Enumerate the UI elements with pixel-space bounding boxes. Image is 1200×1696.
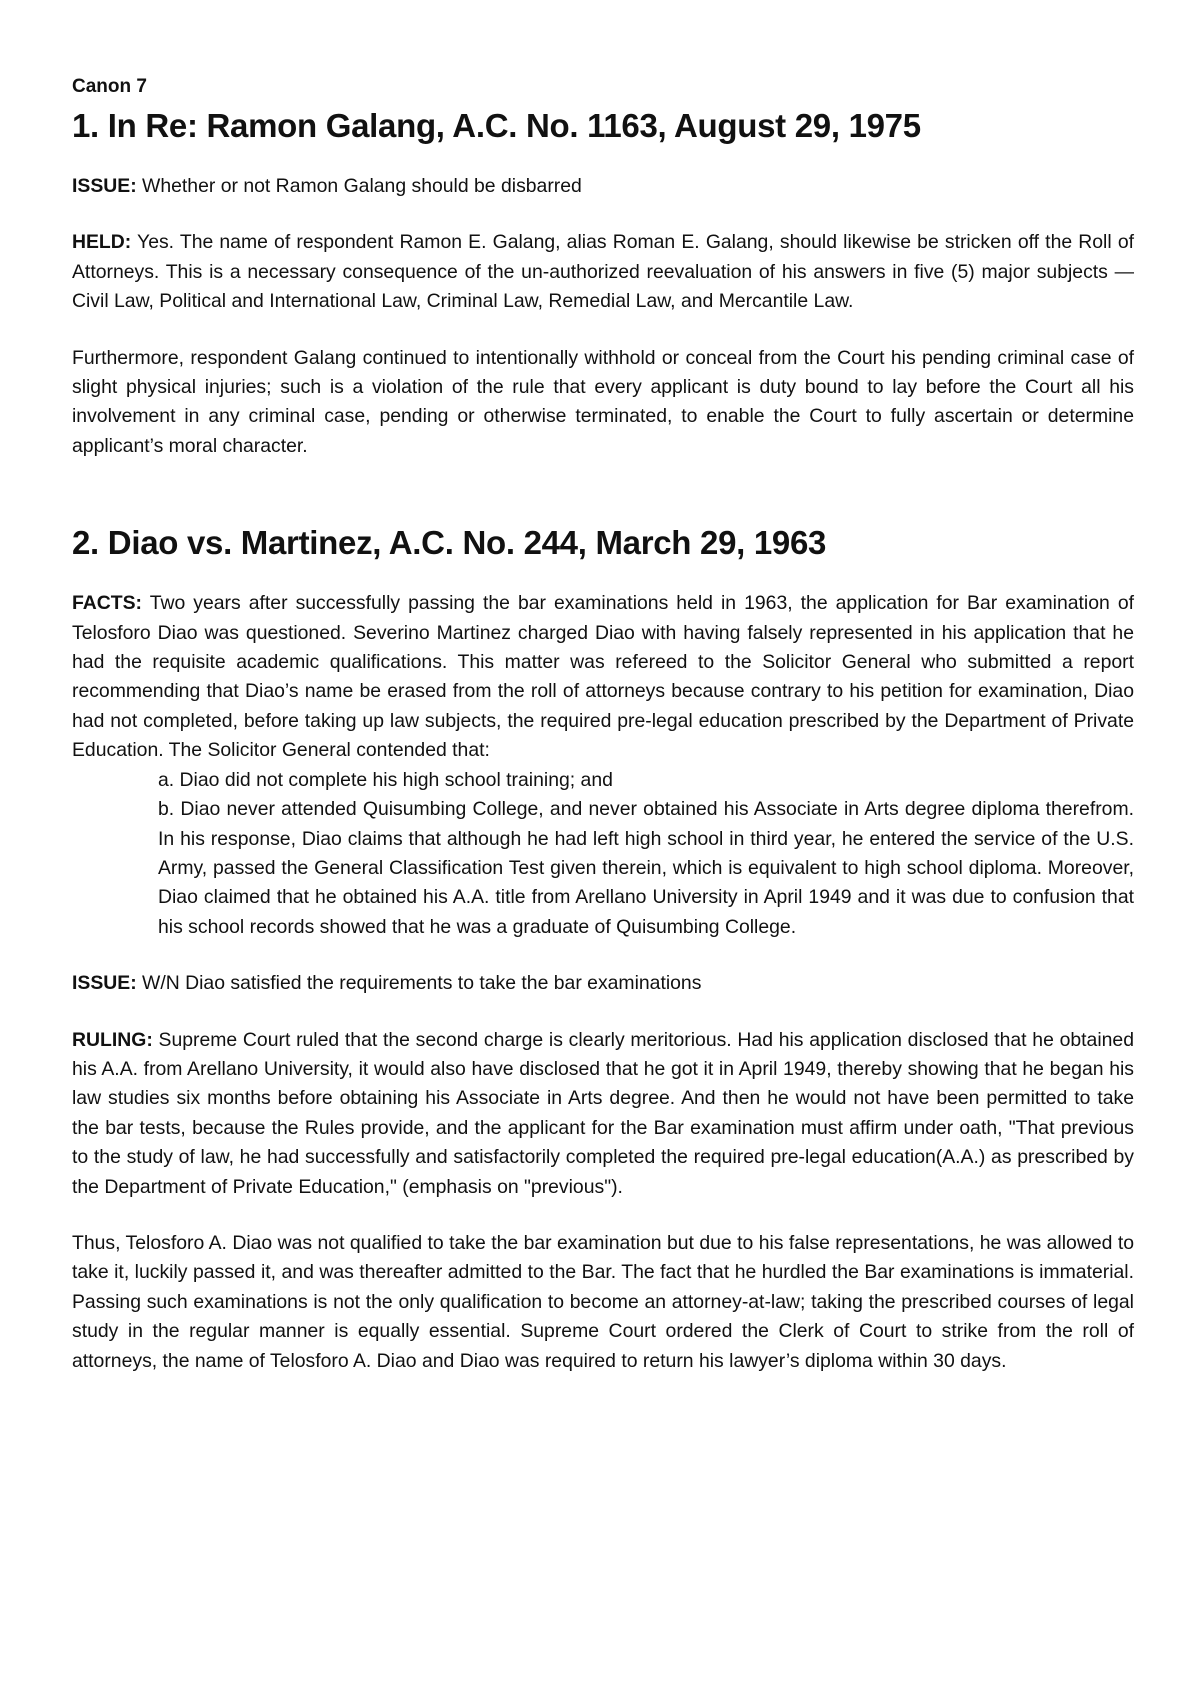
issue-label: ISSUE: [72, 972, 137, 995]
issue-label: ISSUE: [72, 175, 137, 197]
case-1-title: 1. In Re: Ramon Galang, A.C. No. 1163, August 29, 1975 [72, 107, 921, 144]
ruling-text: Supreme Court ruled that the second charge is clearly meritorious. Had his application disclosed that he obtained his A.A. from Arellano University, it would also have disclosed that he got it in April 1949, thereby showing that he began his law studies six months before obtaining his Associate in Arts degree. And then he would not have been permitted to take the bar tests, because the Rules provide, and the applicant for the Bar examination must affirm under oath, "That previous to the study of law, he had successfully and satisfactorily completed the required pre-legal education(A.A.) as prescribed by the Department of Private Education," (emphasis on "previous"). [72, 1028, 1134, 1198]
issue-text: Whether or not Ramon Galang should be disbarred [136, 175, 582, 197]
document-page [72, 76, 1134, 1376]
case-1-held [72, 228, 1134, 316]
contention-list [72, 766, 1134, 942]
ruling-label: RULING: [72, 1028, 153, 1051]
list-item: a. Diao did not complete his high school training; and [158, 768, 613, 791]
facts-text: Two years after successfully passing the bar examinations held in 1963, the application for Bar examination of Telosforo Diao was questioned. Severino Martinez charged Diao with having falsely represented in his application that he had the requisite academic qualifications. This matter was refereed to the Solicitor General who submitted a report recommending that Diao’s name be erased from the roll of attorneys because contrary to his petition for examination, Diao had not completed, before taking up law subjects, the required pre-legal education prescribed by the Department of Private Education. The Solicitor General contended that: [72, 592, 1134, 762]
canon-heading: Canon 7 [72, 76, 147, 97]
case-1-issue [72, 172, 1134, 201]
list-item: b. Diao never attended Quisumbing College, and never obtained his Associate in Arts degree diploma therefrom. In his response, Diao claims that although he had left high school in third year, he entered the service of the U.S. Army, passed the General Classification Test given therein, which is equivalent to high school diploma. Moreover, Diao claimed that he obtained his A.A. title from Arellano University in April 1949 and it was due to confusion that his school records showed that he was a graduate of Quisumbing College. [158, 798, 1134, 938]
case-2-facts [72, 589, 1134, 765]
case-2-issue [72, 969, 1134, 998]
case-2-ruling [72, 1026, 1134, 1202]
held-text: Yes. The name of respondent Ramon E. Galang, alias Roman E. Galang, should likewise be stricken off the Roll of Attorneys. This is a necessary consequence of the un-authorized reevaluation of his answers in five (5) major subjects — Civil Law, Political and International Law, Criminal Law, Remedial Law, and Mercantile Law. [72, 231, 1134, 313]
case-2-conclusion: Thus, Telosforo A. Diao was not qualified to take the bar examination but due to his false representations, he was allowed to take it, luckily passed it, and was thereafter admitted to the Bar. The fact that he hurdled the Bar examinations is immaterial. Passing such examinations is not the only qualification to become an attorney-at-law; taking the prescribed courses of legal study in the regular manner is equally essential. Supreme Court ordered the Clerk of Court to strike from the roll of attorneys, the name of Telosforo A. Diao and Diao was required to return his lawyer’s diploma within 30 days. [72, 1231, 1134, 1372]
case-1-furthermore: Furthermore, respondent Galang continued to intentionally withhold or conceal from the Court his pending criminal case of slight physical injuries; such is a violation of the rule that every applicant is duty bound to lay before the Court all his involvement in any criminal case, pending or otherwise terminated, to enable the Court to fully ascertain or determine applicant’s moral character. [72, 346, 1134, 457]
held-label: HELD: [72, 231, 132, 254]
issue-text: W/N Diao satisfied the requirements to take the bar examinations [136, 972, 702, 995]
case-2-title: 2. Diao vs. Martinez, A.C. No. 244, March 29, 1963 [72, 524, 827, 562]
facts-label: FACTS: [72, 592, 143, 615]
